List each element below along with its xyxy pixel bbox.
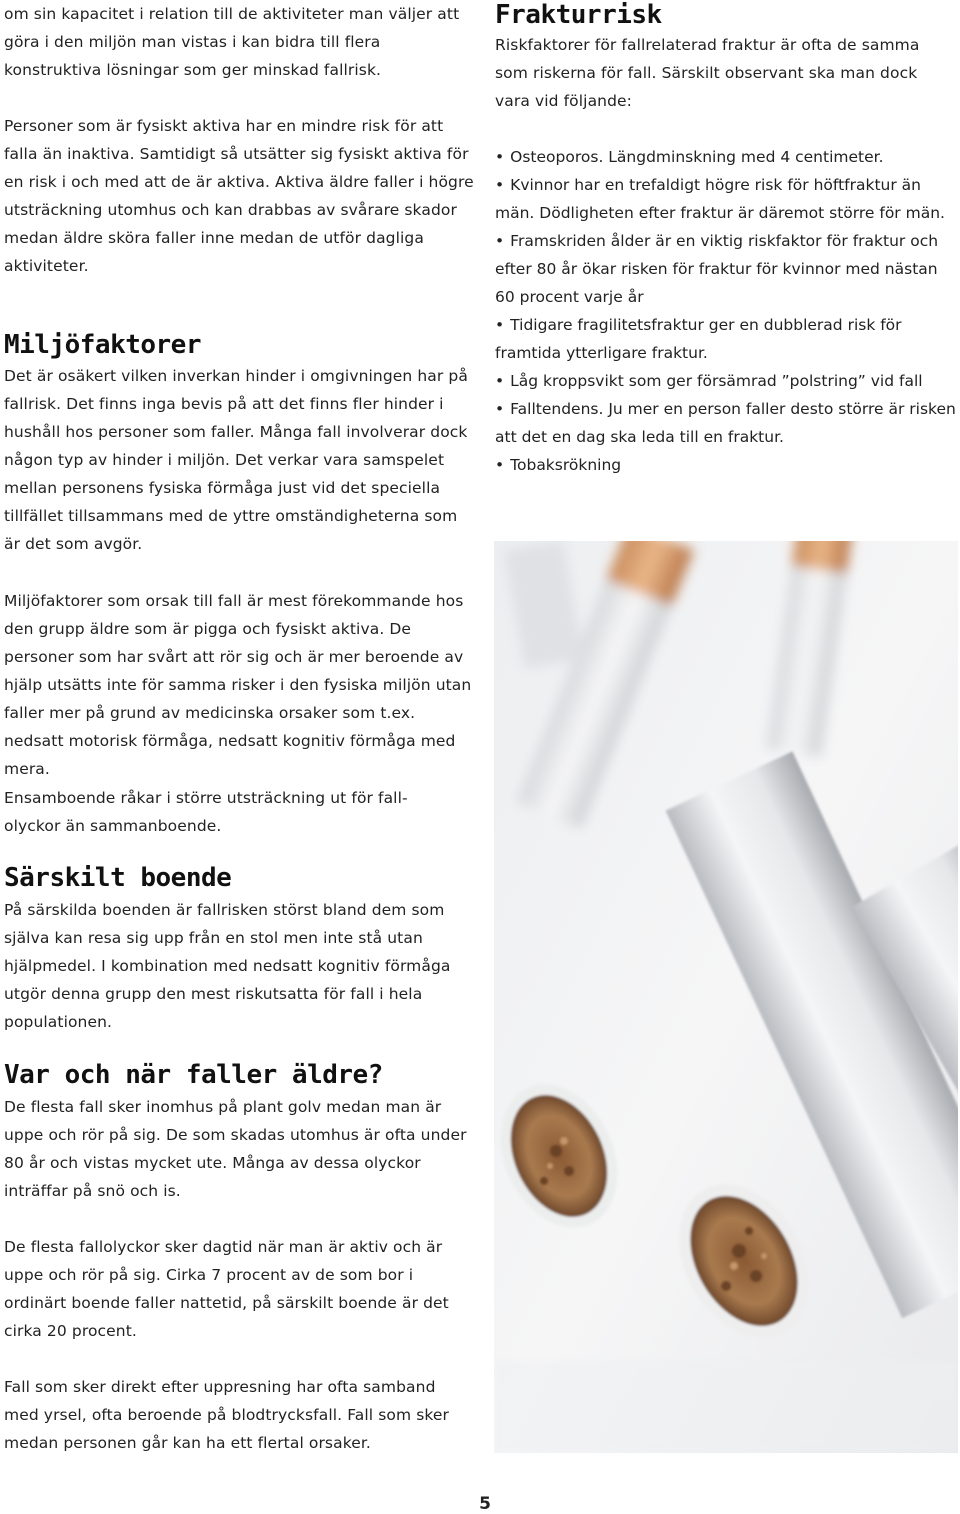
list-item: • Tobaksrökning: [495, 451, 957, 479]
miljofaktorer-section: [4, 330, 474, 360]
var-nar-section: [4, 1060, 474, 1090]
frakturrisk-bullet-list: [495, 143, 957, 479]
var-nar-paragraph-3: [4, 1373, 474, 1457]
body-text: Riskfaktorer för fallrelaterad fraktur är ofta de samma som riskerna för fall. Särskilt observant ska man dock vara vid följande:: [495, 36, 920, 110]
frakturrisk-intro: [495, 31, 957, 115]
section-heading: Frakturrisk: [495, 0, 662, 30]
body-text: Fall som sker direkt efter uppresning har ofta samband med yrsel, ofta beroende på blodtrycksfall. Fall som sker medan personen går kan ha ett flertal orsaker.: [4, 1378, 450, 1452]
body-text: De flesta fall sker inomhus på plant golv medan man är uppe och rör på sig. De som skadas utomhus är ofta under 80 år och vistas mycket ute. Många av dessa olyckor inträffar på snö och is.: [4, 1098, 467, 1200]
list-item: • Framskriden ålder är en viktig riskfaktor för fraktur och efter 80 år ökar risken för fraktur för kvinnor med nästan 60 procent varje år: [495, 227, 957, 311]
miljofaktorer-paragraph-2: [4, 587, 474, 783]
list-item: • Låg kroppsvikt som ger försämrad ”polstring” vid fall: [495, 367, 957, 395]
list-item: • Osteoporos. Längdminskning med 4 centimeter.: [495, 143, 957, 171]
body-text: Det är osäkert vilken inverkan hinder i omgivningen har på fallrisk. Det finns inga bevis på att det finns fler hinder i hushåll hos personer som faller. Många fall involverar dock någon typ av hinder i miljön. Det verkar vara samspelet mellan personens fysiska förmåga just vid det speciella tillfället tillsammans med de yttre omständigheterna som är det som avgör.: [4, 367, 468, 553]
cigarettes-photo: [494, 541, 958, 1453]
body-text: Ensamboende råkar i större utsträckning ut för fall-olyckor än sammanboende.: [4, 789, 408, 835]
miljofaktorer-paragraph-1: [4, 362, 474, 558]
section-heading: Miljöfaktorer: [4, 330, 201, 360]
body-text: om sin kapacitet i relation till de aktiviteter man väljer att göra i den miljön man vistas i kan bidra till flera konstruktiva lösningar som ger minskad fallrisk.: [4, 5, 460, 79]
miljofaktorer-paragraph-3: [4, 784, 444, 840]
list-item: • Tidigare fragilitetsfraktur ger en dubblerad risk för framtida ytterligare fraktur.: [495, 311, 957, 367]
page-number: 5: [479, 1494, 491, 1514]
list-item: • Kvinnor har en trefaldigt högre risk för höftfraktur än män. Dödligheten efter fraktur är däremot större för män.: [495, 171, 957, 227]
body-text: På särskilda boenden är fallrisken störst bland dem som själva kan resa sig upp från en stol men inte stå utan hjälpmedel. I kombination med nedsatt kognitiv förmåga utgör denna grupp den mest riskutsatta för fall i hela populationen.: [4, 901, 451, 1031]
body-text: De flesta fallolyckor sker dagtid när man är aktiv och är uppe och rör på sig. Cirka 7 procent av de som bor i ordinärt boende faller nattetid, på särskilt boende är det cirka 20 procent.: [4, 1238, 449, 1340]
body-text: Personer som är fysiskt aktiva har en mindre risk för att falla än inaktiva. Samtidigt så utsätter sig fysiskt aktiva för en risk i och med att de är aktiva. Aktiva äldre faller i högre utsträckning utomhus och kan drabbas av svårare skador medan äldre sköra faller inne medan de utför dagliga aktiviteter.: [4, 117, 474, 275]
sarskilt-boende-section: [4, 863, 474, 893]
section-heading: Särskilt boende: [4, 863, 232, 893]
var-nar-paragraph-1: [4, 1093, 474, 1205]
intro-paragraph-1: [4, 0, 474, 84]
body-text: Miljöfaktorer som orsak till fall är mest förekommande hos den grupp äldre som är pigga och fysiskt aktiva. De personer som har svårt att rör sig och är mer beroende av hjälp utsätts inte för samma risker i den fysiska miljön utan faller mer på grund av medicinska orsaker som t.ex. nedsatt motorisk förmåga, nedsatt kognitiv förmåga med mera.: [4, 592, 472, 778]
frakturrisk-section: [495, 0, 957, 30]
list-item: • Falltendens. Ju mer en person faller desto större är risken att det en dag ska leda till en fraktur.: [495, 395, 957, 451]
var-nar-paragraph-2: [4, 1233, 474, 1345]
intro-paragraph-2: [4, 112, 474, 280]
section-heading: Var och när faller äldre?: [4, 1060, 383, 1090]
sarskilt-boende-paragraph: [4, 896, 474, 1036]
